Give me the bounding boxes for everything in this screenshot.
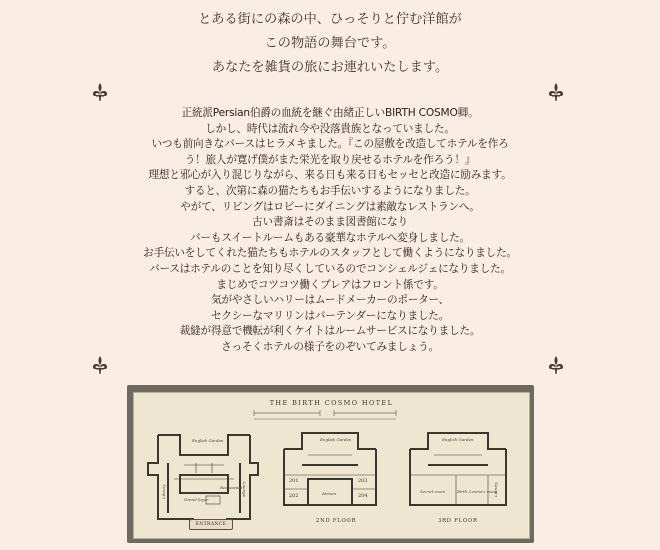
- floor-plan-canvas: [133, 392, 530, 539]
- room-number: 203: [358, 478, 368, 484]
- floor-label-2nd: 2ND FLOOR: [316, 518, 357, 524]
- story-line: すると、次第に森の猫たちもお手伝いするようになりました。: [184, 184, 476, 197]
- room-number: 202: [289, 493, 299, 499]
- room-label-library: Library: [160, 484, 166, 499]
- fleur-de-lis-icon: [547, 355, 565, 375]
- garden-label: English Garden: [320, 437, 352, 442]
- entrance-label: ENTRANCE: [189, 519, 233, 530]
- story-line: バースはホテルのことを知り尽くしているのでコンシェルジェになりました。: [149, 262, 511, 275]
- story-line: しかし、時代は流れ今や没落貴族となっていました。: [205, 122, 455, 135]
- garden-label: English Garden: [192, 438, 224, 443]
- room-label-secret-room: Secret room: [420, 489, 446, 494]
- story-line: セクシーなマリリンはバーテンダーになりました。: [210, 309, 450, 322]
- story-line: 正統派Persian伯爵の血統を継ぐ由緒正しいBIRTH COSMO卿。: [181, 107, 479, 119]
- garden-label: English Garden: [442, 437, 474, 442]
- story-line: お手伝いをしてくれた猫たちもホテルのスタッフとして働くようになりました。: [143, 247, 517, 260]
- room-label-restaurant: Restaurant: [220, 485, 243, 490]
- story-line: う！旅人が寛げ僕がまた栄光を取り戻せるホテルを作ろう！』: [184, 153, 476, 166]
- story-line: 気がやさしいハリーはムードメーカーのポーター、: [211, 294, 449, 307]
- room-label-grand-foyer: Grand foyer: [184, 497, 209, 502]
- floor-label-3rd: 3RD FLOOR: [438, 518, 478, 524]
- room-label-birth-cosmo-room: Birth Cosmo's room: [457, 489, 498, 494]
- fleur-de-lis-icon: [91, 82, 109, 102]
- intro-line: とある街にの森の中、ひっそりと佇む洋館が: [198, 12, 462, 27]
- intro-line: あなたを雑貨の旅にお連れいたします。: [211, 60, 449, 75]
- floor-plan-image: [127, 385, 534, 543]
- story-line: やがて、リビングはロビーにダイニングは素敵なレストランへ。: [180, 200, 480, 213]
- story-line: まじめでコツコツ働くブレアはフロント係です。: [216, 278, 444, 291]
- story-text: [0, 106, 660, 356]
- intro-line: この物語の舞台です。: [264, 36, 396, 51]
- story-line: さっそくホテルの様子をのぞいてみましょう。: [221, 340, 439, 353]
- room-number: 204: [358, 493, 368, 499]
- story-line: 古い書斎はそのまま図書館になり: [252, 216, 408, 229]
- room-label-lounge: Lounge: [242, 481, 248, 498]
- story-line: 裁縫が得意で機転が利くケイトはルームサービスになりました。: [179, 325, 481, 338]
- room-number: 201: [289, 478, 299, 484]
- room-label-atrium: Atrium: [322, 491, 336, 496]
- floor-plan-title: THE BIRTH COSMO HOTEL: [269, 399, 394, 407]
- story-line: 理想と邪心が入り混じりながら、来る日も来る日もセッセと改造に励みます。: [148, 169, 512, 182]
- room-label-library: Library: [492, 482, 498, 497]
- story-line: バーもスイートルームもある豪華なホテルへ変身しました。: [190, 231, 470, 244]
- fleur-de-lis-icon: [547, 82, 565, 102]
- intro-text: [0, 8, 660, 80]
- fleur-de-lis-icon: [91, 355, 109, 375]
- floor-plan-drawing: [134, 393, 529, 538]
- story-line: いつも前向きなバースはヒラメキました。『この屋敷を改造してホテルを作ろ: [151, 138, 509, 151]
